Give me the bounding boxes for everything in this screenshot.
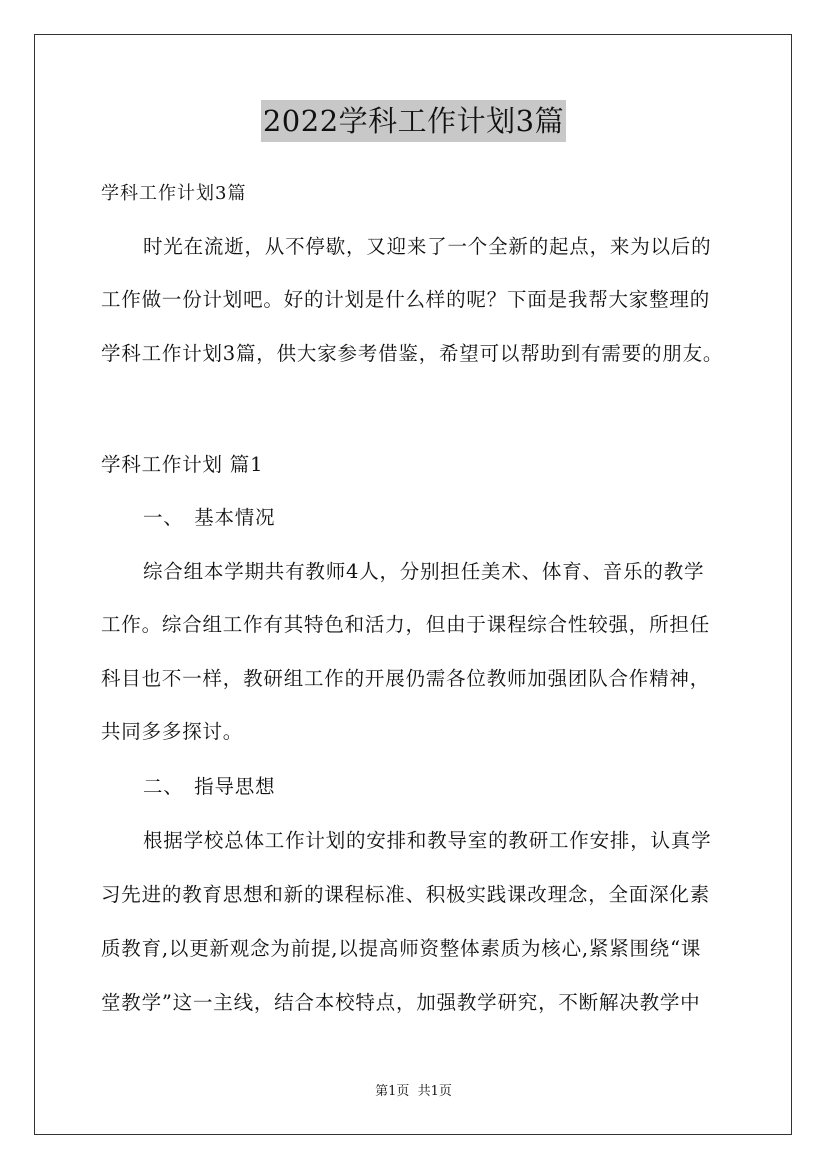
paragraph-line: 学科工作计划3篇，供大家参考借鉴，希望可以帮助到有需要的朋友。 [101,342,724,365]
paragraph-line: 共同多多探讨。 [101,720,244,743]
paragraph-line: 综合组本学期共有教师4人，分别担任美术、体育、音乐的教学 [143,560,705,583]
document-title: 2022学科工作计划3篇 [261,100,566,142]
document-subtitle: 学科工作计划3篇 [101,183,247,204]
paragraph-line: 科目也不一样，教研组工作的开展仍需各位教师加强团队合作精神， [101,667,711,690]
subsection-heading: 二、 指导思想 [143,775,276,798]
paragraph-line: 工作。综合组工作有其特色和活力，但由于课程综合性较强，所担任 [101,613,711,636]
paragraph-line: 工作做一份计划吧。好的计划是什么样的呢？下面是我帮大家整理的 [101,288,711,311]
paragraph-line: 堂教学”这一主线，结合本校特点，加强教学研究，不断解决教学中 [101,991,701,1014]
section-heading: 学科工作计划 篇1 [101,453,264,476]
paragraph-line: 习先进的教育思想和新的课程标准、积极实践课改理念，全面深化素 [101,883,711,906]
paragraph-line: 质教育,以更新观念为前提,以提高师资整体素质为核心,紧紧围绕“课 [101,937,702,960]
subsection-heading: 一、 基本情况 [143,506,276,529]
page-footer: 第1页 共1页 [375,1084,452,1099]
paragraph-line: 根据学校总体工作计划的安排和教导室的教研工作安排，认真学 [143,829,712,852]
title-container [0,100,827,142]
paragraph-line: 时光在流逝，从不停歇，又迎来了一个全新的起点，来为以后的 [143,235,712,258]
